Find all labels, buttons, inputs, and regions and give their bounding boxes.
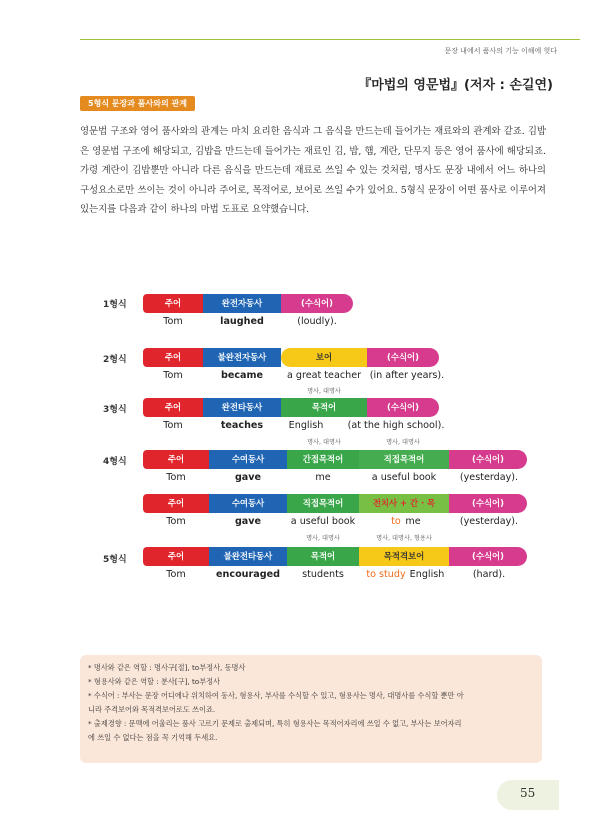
word: me: [315, 472, 331, 483]
body-paragraph: 영문법 구조와 영어 품사와의 관계는 마치 요리한 음식과 그 음식을 만드는데 들어가는 재료와의 관계와 같죠. 김밥은 영문법 구조에 해당되고, 김밥을 만드는데 들어가는 재료인 김, 밥, 햄, 계란, 단무지 등은 영어 품사에 해당되죠. 가령 계란이 김밥뿐만 아니라 다른 음식을 만드는데 재료로 쓰일 수 있는 것처럼, 명사도 문장 내에서 어느 하나의 구성요소로만 쓰이는 것이 아니라 주어로, 목적어로, 보어로 쓰일 수가 있어요. 5형식 문장이 어떤 품사로 이루어져 있는지를 다음과 같이 하나의 마법 도표로 요약했습니다.: [80, 126, 546, 216]
word: gave: [234, 516, 262, 527]
pattern-1-label: 1형식: [103, 300, 127, 310]
chip-verb: 수여동사: [209, 494, 287, 513]
chip-subject: 주어: [143, 398, 203, 417]
word: (loudly).: [297, 316, 337, 327]
note-line: * 명사와 같은 역할 : 명사구[절], to부정사, 동명사: [88, 663, 246, 672]
word: me: [405, 516, 421, 527]
chip-subject: 주어: [143, 494, 209, 513]
book-title: 『마법의 영문법』(저자 : 손길연): [358, 78, 553, 93]
chip-complement: 보어: [281, 348, 367, 367]
chip-modifier: (수식어): [449, 494, 527, 513]
chip-object: 목적어: [287, 547, 359, 566]
word: English: [288, 420, 324, 431]
chip-subject: 주어: [143, 450, 209, 469]
word: English: [409, 569, 445, 580]
word: became: [220, 370, 264, 381]
hint: 명사, 대명사: [307, 439, 341, 446]
word: (at the high school).: [347, 420, 445, 431]
note-line: * 출제경향 : 문맥에 어울리는 품사 고르기 문제로 출제되며, 특히 형용사는 목적어자리에 쓰일 수 없고, 부사는 보어자리: [88, 719, 462, 728]
chip-verb: 완전자동사: [203, 294, 281, 313]
word: Tom: [163, 316, 183, 327]
word: gave: [234, 472, 262, 483]
word: (yesterday).: [459, 472, 519, 483]
note-line: * 수식어 : 부사는 문장 어디에나 위치하여 동사, 형용사, 부사를 수식할 수 있고, 형용사는 명사, 대명사를 수식할 뿐만 아: [88, 691, 464, 700]
chip-verb: 완전타동사: [203, 398, 281, 417]
word: Tom: [166, 516, 186, 527]
chip-subject: 주어: [143, 547, 209, 566]
chip-indirect-object: 간접목적어: [287, 450, 359, 469]
word: (hard).: [472, 569, 506, 580]
hint: 명사, 대명사, 형용사: [376, 535, 432, 542]
note-line: * 형용사와 같은 역할 : 분사[구], to부정사: [88, 677, 221, 686]
pattern-3-label: 3형식: [103, 405, 127, 415]
word: students: [302, 569, 344, 580]
word: laughed: [220, 316, 264, 327]
chip-modifier: (수식어): [281, 294, 353, 313]
hint: 명사, 대명사: [307, 388, 341, 395]
chip-modifier: (수식어): [449, 547, 527, 566]
pattern-4-label: 4형식: [103, 457, 127, 467]
hint: 명사, 대명사: [306, 535, 340, 542]
pattern-5-label: 5형식: [103, 555, 127, 565]
word: a useful book: [290, 516, 356, 527]
pattern-2-label: 2형식: [103, 355, 127, 365]
word: (yesterday).: [459, 516, 519, 527]
word: a great teacher: [286, 370, 362, 381]
word: (in after years).: [369, 370, 445, 381]
chip-modifier: (수식어): [367, 348, 439, 367]
page-number: 55: [520, 786, 536, 800]
chip-object: 목적어: [281, 398, 367, 417]
chip-direct-object: 직접목적어: [287, 494, 359, 513]
chip-subject: 주어: [143, 348, 203, 367]
note-line: 니라 주격보어와 목적격보어로도 쓰이죠.: [88, 705, 216, 714]
word: encouraged: [216, 569, 280, 580]
chip-prep-indirect-object: [359, 494, 449, 513]
word: Tom: [163, 370, 183, 381]
chip-modifier: (수식어): [367, 398, 439, 417]
word: teaches: [220, 420, 264, 431]
word: Tom: [166, 472, 186, 483]
chip-prep-text: 전치사 + 간 · 목: [372, 498, 436, 508]
hint: 명사, 대명사: [386, 439, 420, 446]
running-title: 문장 내에서 품사의 기능 이해에 헛다: [444, 47, 557, 55]
chip-modifier: (수식어): [449, 450, 527, 469]
header-rule: [80, 39, 580, 40]
word: a useful book: [371, 472, 437, 483]
section-tag: 5형식 문장과 품사와의 관계: [80, 96, 195, 111]
word: to: [391, 516, 401, 527]
word: Tom: [166, 569, 186, 580]
chip-subject: 주어: [143, 294, 203, 313]
note-line: 에 쓰일 수 없다는 점을 꼭 기억해 두세요.: [88, 733, 218, 742]
notes-box: [80, 655, 542, 763]
chip-object-complement: 목적격보어: [359, 547, 449, 566]
chip-verb: 수여동사: [209, 450, 287, 469]
chip-verb: 불완전자동사: [203, 348, 281, 367]
chip-direct-object: 직접목적어: [359, 450, 449, 469]
word: to study: [366, 569, 406, 580]
chip-verb: 불완전타동사: [209, 547, 287, 566]
word: Tom: [163, 420, 183, 431]
